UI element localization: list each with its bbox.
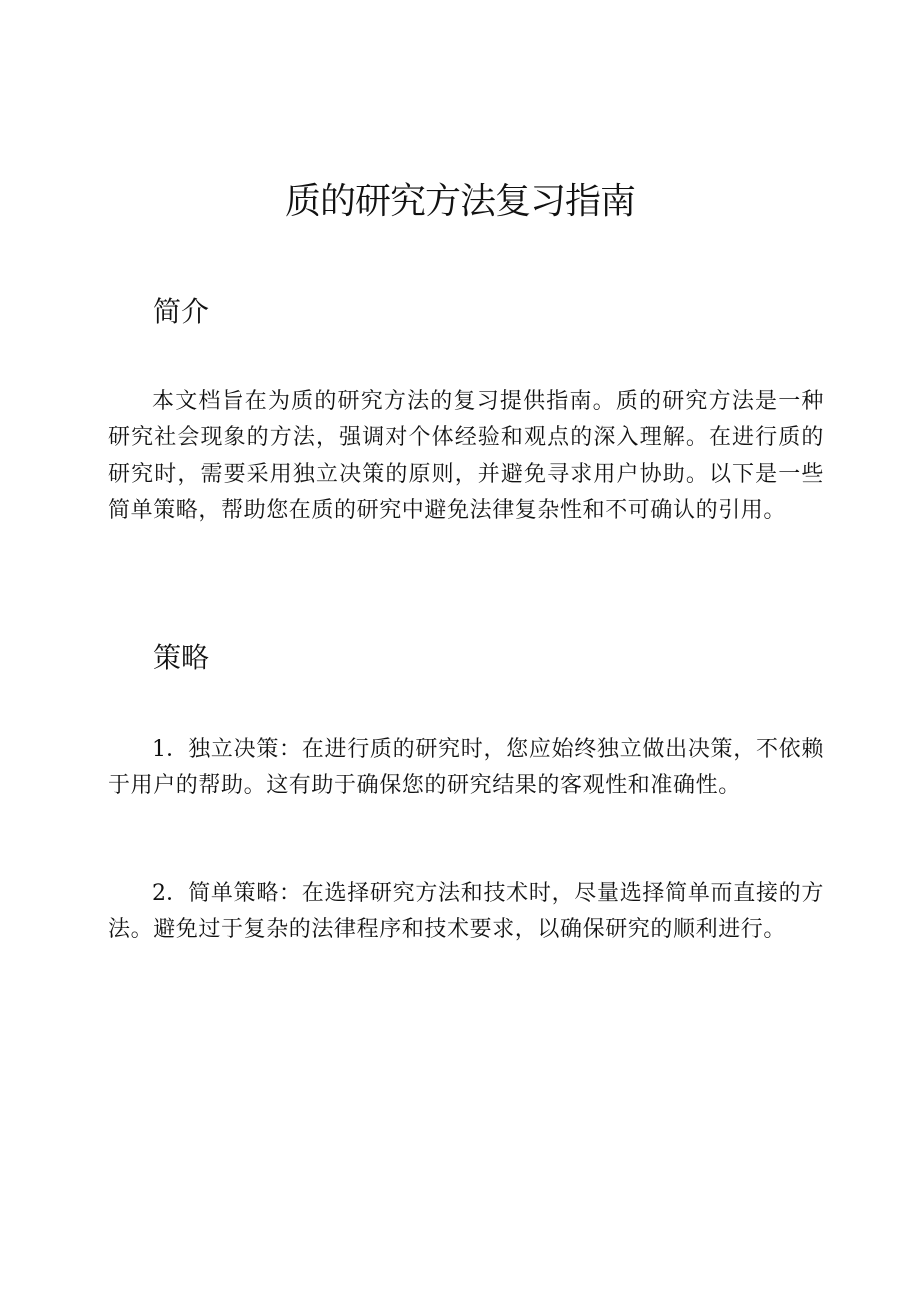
strategy-item-2-text: 简单策略：在选择研究方法和技术时，尽量选择简单而直接的方法。避免过于复杂的法律程序和技术要求，以确保研究的顺利进行。 <box>108 881 824 943</box>
document-title: 质的研究方法复习指南 <box>284 181 635 222</box>
strategy-item-2-number: 2． <box>152 881 189 906</box>
section-heading-intro: 简介 <box>153 295 210 328</box>
intro-paragraph: 本文档旨在为质的研究方法的复习提供指南。质的研究方法是一种研究社会现象的方法，强调对个体经验和观点的深入理解。在进行质的研究时，需要采用独立决策的原则，并避免寻求用户协助。以下是一些简单策略，帮助您在质的研究中避免法律复杂性和不可确认的引用。 <box>108 389 824 523</box>
strategy-item-1-number: 1． <box>152 737 189 762</box>
section-heading-strategy: 策略 <box>153 641 210 674</box>
strategy-item-1 <box>108 732 824 805</box>
strategy-item-2 <box>108 876 824 949</box>
strategy-item-1-text: 独立决策：在进行质的研究时，您应始终独立做出决策，不依赖于用户的帮助。这有助于确保您的研究结果的客观性和准确性。 <box>108 737 824 799</box>
